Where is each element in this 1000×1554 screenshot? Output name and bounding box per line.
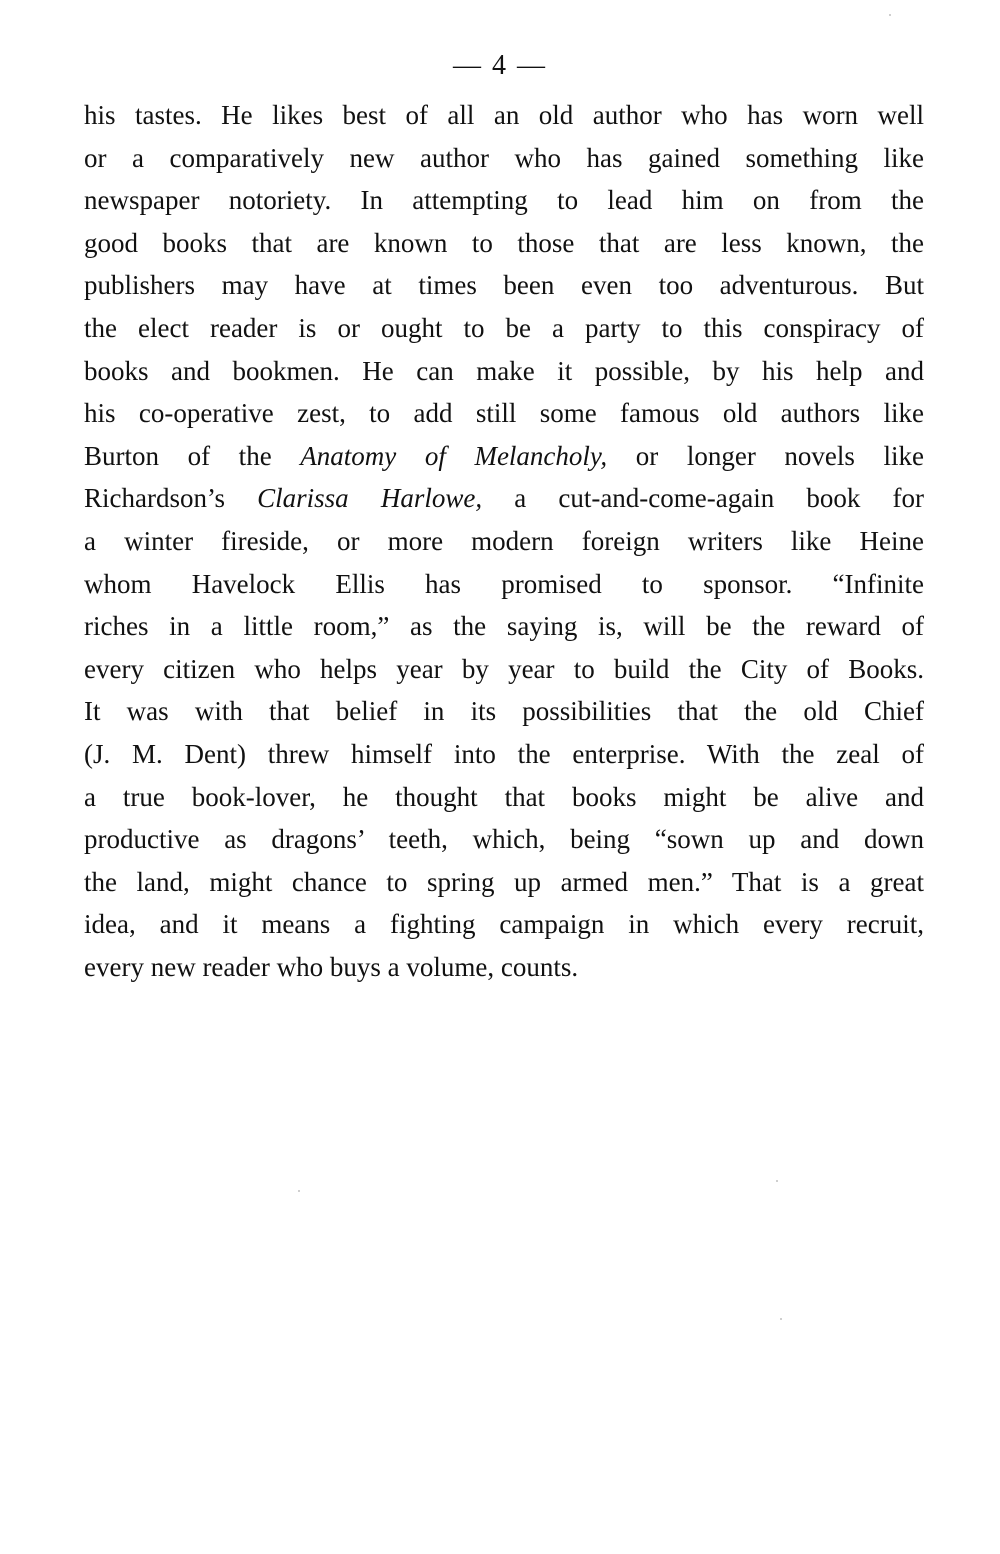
text-line: Burton of the Anatomy of Melancholy, or longer novels like xyxy=(84,440,925,471)
scan-speck xyxy=(780,1318,782,1320)
text-line: productive as dragons’ teeth, which, being “sown up and down xyxy=(84,824,924,855)
text-line: idea, and it means a fighting campaign in which every recruit, xyxy=(84,909,924,940)
text-line: books and bookmen. He can make it possible, by his help and xyxy=(84,355,924,386)
book-title-italic: Clarissa Harlowe, xyxy=(257,483,483,514)
text-line: riches in a little room,” as the saying is, will be the reward of xyxy=(84,611,924,642)
body-paragraph xyxy=(84,94,924,988)
scan-speck xyxy=(889,14,891,16)
text-line: the land, might chance to spring up armed men.” That is a great xyxy=(84,866,924,897)
text-line: (J. M. Dent) threw himself into the enterprise. With the zeal of xyxy=(84,738,924,769)
text-line: whom Havelock Ellis has promised to sponsor. “Infinite xyxy=(84,568,924,599)
text-line: a winter fireside, or more modern foreign writers like Heine xyxy=(84,525,924,556)
text-line: Richardson’s Clarissa Harlowe, a cut-and-come-again book for xyxy=(84,483,924,514)
text-line: a true book-lover, he thought that books might be alive and xyxy=(84,781,924,812)
text-line: his co-operative zest, to add still some famous old authors like xyxy=(84,398,924,429)
text-line: good books that are known to those that are less known, the xyxy=(84,227,924,258)
text-line: his tastes. He likes best of all an old author who has worn well xyxy=(84,100,924,130)
scan-speck xyxy=(298,1190,300,1192)
text-line: every citizen who helps year by year to build the City of Books. xyxy=(84,653,924,684)
text-line: newspaper notoriety. In attempting to lead him on from the xyxy=(84,185,924,216)
text-line: the elect reader is or ought to be a party to this conspiracy of xyxy=(84,312,924,343)
scan-speck xyxy=(776,1180,778,1182)
text-line: every new reader who buys a volume, counts. xyxy=(84,951,579,982)
text-line: publishers may have at times been even too adventurous. But xyxy=(84,270,924,301)
page-number: — 4 — xyxy=(453,50,547,81)
book-title-italic: Anatomy of Melancholy, xyxy=(300,440,608,471)
text-line: It was with that belief in its possibilities that the old Chief xyxy=(84,696,924,727)
text-line: or a comparatively new author who has gained something like xyxy=(84,142,924,173)
